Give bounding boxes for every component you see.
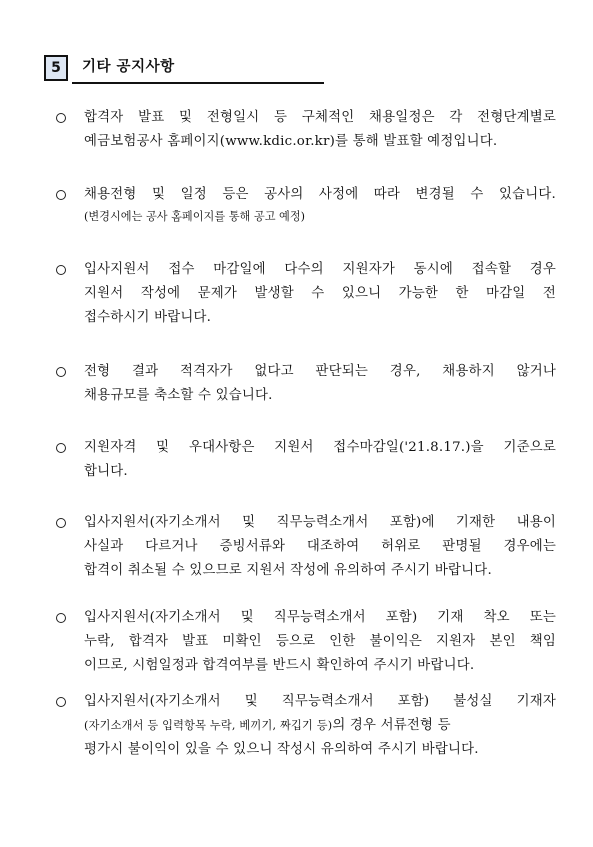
notice-text bbox=[84, 606, 556, 678]
notice-text bbox=[84, 436, 556, 484]
notice-line: 예금보험공사 홈페이지(www.kdic.or.kr)를 통해 발표할 예정입니다. bbox=[84, 134, 498, 149]
circle-bullet-icon bbox=[56, 690, 70, 714]
notice-line-tail: 의 경우 서류전형 등 bbox=[332, 718, 451, 733]
notice-text bbox=[84, 258, 556, 330]
notice-item bbox=[56, 690, 556, 762]
notice-line: 채용규모를 축소할 수 있습니다. bbox=[84, 388, 273, 403]
notice-subnote bbox=[84, 207, 556, 227]
circle-bullet-icon bbox=[56, 258, 70, 282]
notice-text bbox=[84, 511, 556, 583]
circle-bullet-icon bbox=[56, 183, 70, 207]
notice-line: 채용전형 및 일정 등은 공사의 사정에 따라 변경될 수 있습니다. bbox=[84, 187, 556, 202]
notice-item bbox=[56, 606, 556, 678]
notice-line: 입사지원서(자기소개서 및 직무능력소개서 포함) 기재 착오 또는 bbox=[84, 610, 556, 625]
notice-line: 평가시 불이익이 있을 수 있으니 작성시 유의하여 주시기 바랍니다. bbox=[84, 742, 479, 757]
section-title: 기타 공지사항 bbox=[82, 59, 175, 75]
circle-bullet-icon bbox=[56, 106, 70, 130]
notice-line-mixed bbox=[84, 714, 556, 738]
notice-item bbox=[56, 360, 556, 408]
circle-bullet-icon bbox=[56, 606, 70, 630]
notice-item bbox=[56, 106, 556, 154]
notice-line: 지원서 작성에 문제가 발생할 수 있으니 가능한 한 마감일 전 bbox=[84, 286, 556, 301]
notice-line: 접수하시기 바랍니다. bbox=[84, 310, 212, 325]
notice-item bbox=[56, 258, 556, 330]
notice-item bbox=[56, 511, 556, 583]
notice-line: 합니다. bbox=[84, 464, 128, 479]
notice-line: 합격자 발표 및 전형일시 등 구체적인 채용일정은 각 전형단계별로 bbox=[84, 110, 556, 125]
notice-item bbox=[56, 183, 556, 227]
notice-text bbox=[84, 106, 556, 154]
notice-inline-subnote: (자기소개서 등 입력항목 누락, 베끼기, 짜깁기 등) bbox=[84, 719, 333, 732]
notice-line: 입사지원서 접수 마감일에 다수의 지원자가 동시에 접속할 경우 bbox=[84, 262, 556, 277]
notice-line: 이므로, 시험일정과 합격여부를 반드시 확인하여 주시기 바랍니다. bbox=[84, 658, 475, 673]
notice-line: 전형 결과 적격자가 없다고 판단되는 경우, 채용하지 않거나 bbox=[84, 364, 556, 379]
notice-text bbox=[84, 360, 556, 408]
notice-item bbox=[56, 436, 556, 484]
section-underline bbox=[72, 82, 324, 84]
notice-subnote-line: (변경시에는 공사 홈페이지를 통해 공고 예정) bbox=[84, 210, 306, 223]
notice-text bbox=[84, 183, 556, 207]
section-header bbox=[44, 52, 324, 84]
notice-line: 입사지원서(자기소개서 및 직무능력소개서 포함)에 기재한 내용이 bbox=[84, 515, 556, 530]
circle-bullet-icon bbox=[56, 436, 70, 460]
notice-line: 누락, 합격자 발표 미확인 등으로 인한 불이익은 지원자 본인 책임 bbox=[84, 634, 556, 649]
notice-line: 사실과 다르거나 증빙서류와 대조하여 허위로 판명될 경우에는 bbox=[84, 539, 556, 554]
notice-line: 입사지원서(자기소개서 및 직무능력소개서 포함) 불성실 기재자 bbox=[84, 694, 556, 709]
circle-bullet-icon bbox=[56, 511, 70, 535]
notice-line: 지원자격 및 우대사항은 지원서 접수마감일('21.8.17.)을 기준으로 bbox=[84, 440, 556, 455]
circle-bullet-icon bbox=[56, 360, 70, 384]
notice-text bbox=[84, 690, 556, 762]
section-number-box: 5 bbox=[44, 55, 68, 81]
notice-line: 합격이 취소될 수 있으므로 지원서 작성에 유의하여 주시기 바랍니다. bbox=[84, 563, 492, 578]
